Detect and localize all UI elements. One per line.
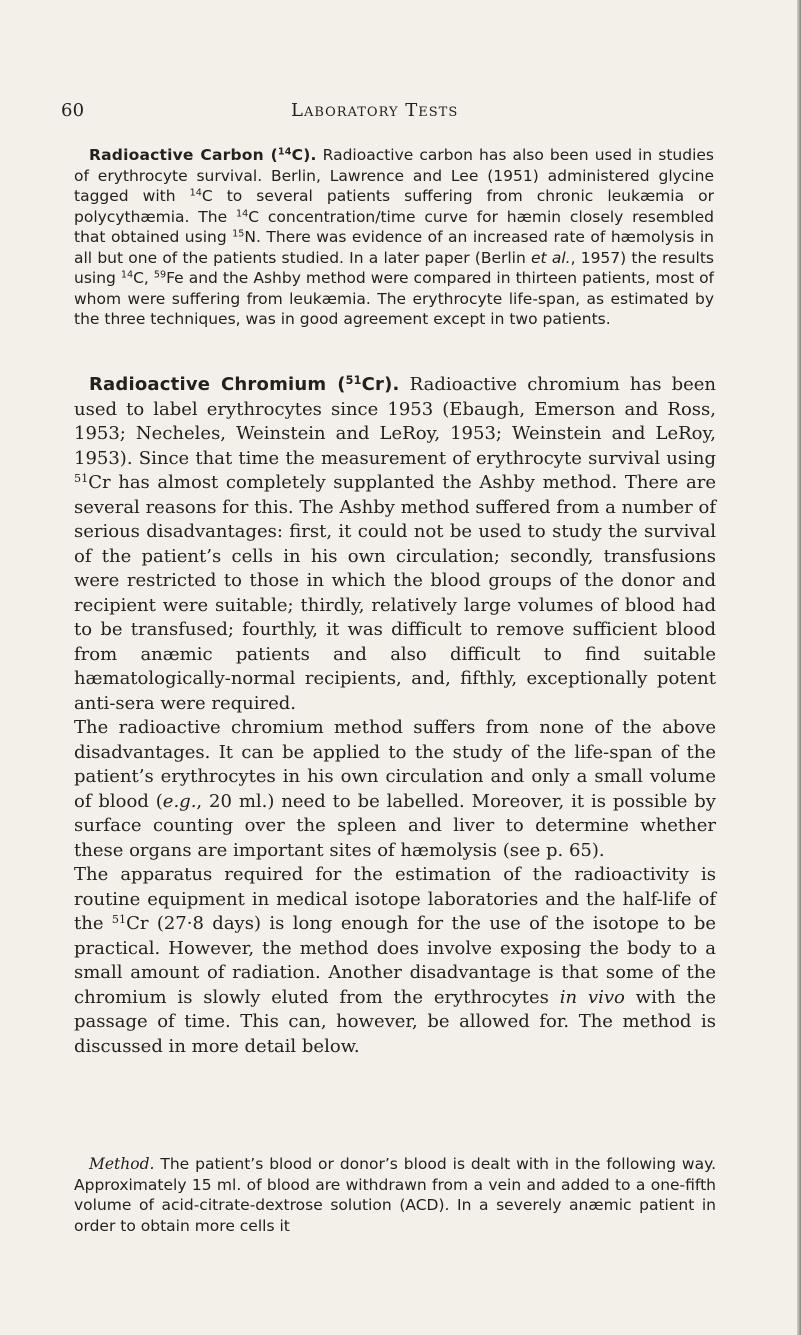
section-heading-chromium: Radioactive Chromium ($^{51}$Cr). [89,373,400,395]
method-label: Method. [89,1155,155,1173]
running-title: Laboratory Tests [291,100,459,121]
page-edge-shadow [797,0,801,1335]
page-header [61,100,761,130]
chromium-paragraph-2: The radioactive chromium method suffers from none of the above disadvantages. It can be applied to the study of the life-span of the patient’s erythrocytes in his own circulation and only a small volume of blood (e.g., 20 ml.) need to be labelled. Moreover, it is possible by surface counting over the spleen and liver to determine whether these organs are important sites of hæmolysis (see p. 65). [74,717,716,861]
section-radioactive-chromium [74,373,716,1059]
et-al: et al. [531,248,571,267]
chromium-paragraph-1: Radioactive Chromium ($^{51}$Cr). Radioactive chromium has been used to label erythrocytes since 1953 (Ebaugh, Emerson and Ross, 1953; Necheles, Weinstein and LeRoy, 1953; Weinstein and LeRoy, 1953). Since that time the measurement of erythrocyte survival using $^{51}$Cr has almost completely supplanted the Ashby method. There are several reasons for this. The Ashby method suffered from a number of serious disadvantages: first, it could not be used to study the survival of the patient’s cells in his own circulation; secondly, transfusions were restricted to those in which the blood groups of the donor and recipient were suitable; thirdly, relatively large volumes of blood had to be transfused; fourthly, it was difficult to remove sufficient blood from anæmic patients and also difficult to find suitable hæmatologically-normal recipients, and, fifthly, exceptionally potent anti-sera were required. [74,373,716,714]
chromium-paragraph-3: The apparatus required for the estimation of the radioactivity is routine equipment in medical isotope laboratories and the half-life of the $^{51}$Cr (27·8 days) is long enough for the use of the isotope to be practical. However, the method does involve exposing the body to a small amount of radiation. Another disadvantage is that some of the chromium is slowly eluted from the erythrocytes in vivo with the passage of time. This can, however, be allowed for. The method is discussed in more detail below. [74,864,716,1057]
method-paragraph: Method. The patient’s blood or donor’s blood is dealt with in the following way. Approximately 15 ml. of blood are withdrawn from a vein and added to a one-fifth volume of acid-citrate-dextrose solution (ACD). In a severely anæmic patient in order to obtain more cells it [74,1155,716,1235]
page-number: 60 [61,100,85,121]
section-radioactive-carbon: Radioactive Carbon ($^{14}$C). Radioactive carbon has also been used in studies of erythrocyte survival. Berlin, Lawrence and Lee (1951) administered glycine tagged with $^{14}$C to several patients suffering from chronic leukæmia or polycythæmia. The $^{14}$C concentration/time curve for hæmin closely resembled that obtained using $^{15}$N. There was evidence of an increased rate of hæmolysis in all but one of the patients studied. In a later paper (Berlin et al., 1957) the results using $^{14}$C, $^{59}$Fe and the Ashby method were compared in thirteen patients, most of whom were suffering from leukæmia. The erythrocyte life-span, as estimated by the three techniques, was in good agreement except in two patients. [74,146,715,328]
section-heading-carbon: Radioactive Carbon ($^{14}$C). [89,146,317,164]
